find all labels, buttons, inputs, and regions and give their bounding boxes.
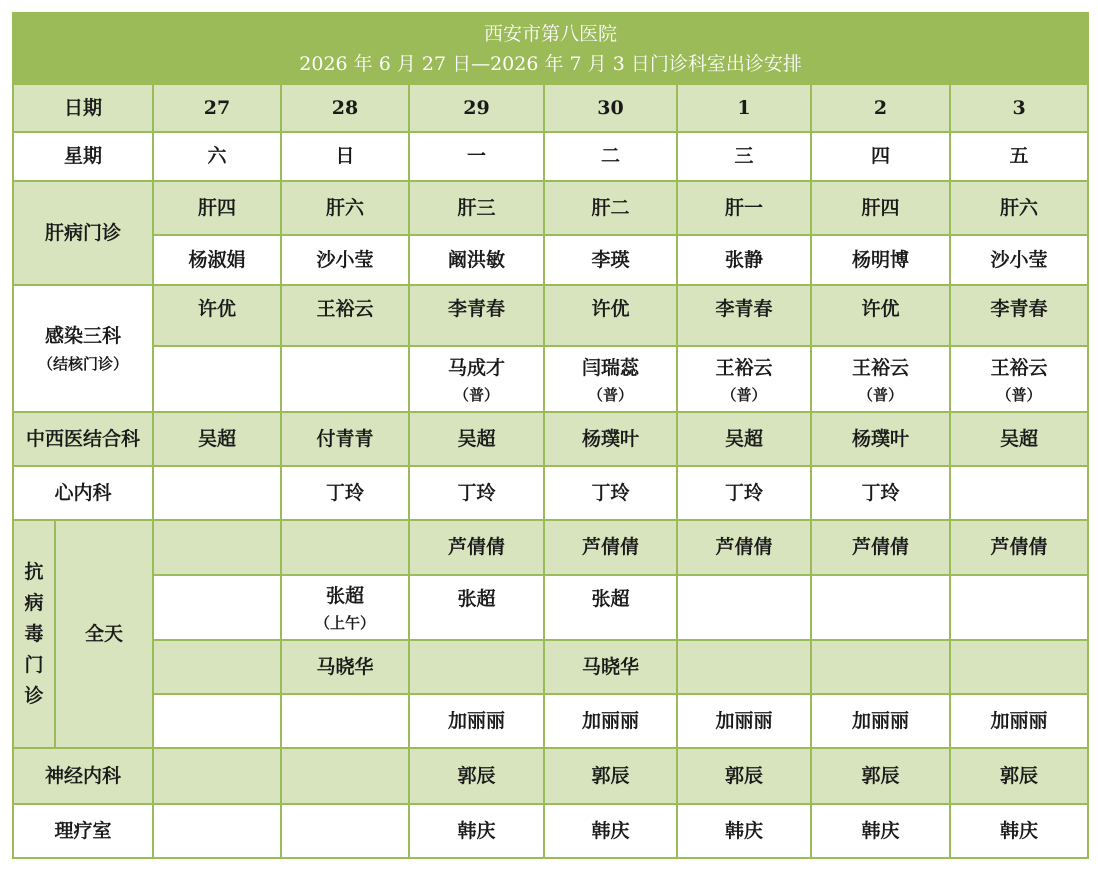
weekday-row	[13, 132, 1088, 181]
liver-room: 肝一	[677, 181, 811, 235]
liver-clinic-label: 肝病门诊	[13, 181, 153, 285]
liver-room: 肝六	[281, 181, 409, 235]
antiviral-row-4	[13, 694, 1088, 748]
infection-doctor: 王裕云	[851, 356, 909, 379]
antiviral-row-2	[13, 575, 1088, 640]
infection-doctor: 李青春	[409, 285, 544, 346]
physio-doctor	[281, 804, 409, 858]
general-note: （普）	[721, 385, 767, 404]
infection-doctor-cell	[544, 346, 677, 412]
physio-doctor	[153, 804, 281, 858]
antiviral-doctor: 芦倩倩	[544, 520, 677, 575]
neuro-doctor: 郭辰	[677, 748, 811, 804]
antiviral-doctor	[409, 640, 544, 694]
antiviral-doctor	[281, 694, 409, 748]
antiviral-doctor: 马晓华	[281, 640, 409, 694]
cardio-dept-label: 心内科	[13, 466, 153, 520]
infection-doctor-cell	[153, 346, 281, 412]
date-label: 日期	[13, 84, 153, 132]
weekday-label: 星期	[13, 132, 153, 181]
liver-room-row	[13, 181, 1088, 235]
table-title	[13, 13, 1088, 84]
infection-doctor: 马成才	[447, 356, 505, 379]
antiviral-doctor	[677, 640, 811, 694]
schedule-table	[12, 12, 1089, 859]
date-cell: 27	[153, 84, 281, 132]
weekday-cell: 六	[153, 132, 281, 181]
liver-doctor: 沙小莹	[950, 235, 1088, 285]
infection-dept-label	[13, 285, 153, 412]
infection-doctor: 李青春	[677, 285, 811, 346]
date-cell: 30	[544, 84, 677, 132]
antiviral-doctor: 加丽丽	[409, 694, 544, 748]
cardio-doctor: 丁玲	[811, 466, 950, 520]
date-cell: 1	[677, 84, 811, 132]
antiviral-doctor	[950, 575, 1088, 640]
liver-room: 肝六	[950, 181, 1088, 235]
antiviral-doctor: 芦倩倩	[677, 520, 811, 575]
liver-doctor: 阚洪敏	[409, 235, 544, 285]
general-note: （普）	[857, 385, 903, 404]
physio-doctor: 韩庆	[544, 804, 677, 858]
tb-clinic-label: （结核门诊）	[37, 355, 128, 373]
physio-row	[13, 804, 1088, 858]
liver-room: 肝二	[544, 181, 677, 235]
antiviral-label-char: 门	[24, 653, 44, 676]
infection-dept-name: 感染三科	[44, 325, 121, 347]
antiviral-doctor: 加丽丽	[677, 694, 811, 748]
date-cell: 2	[811, 84, 950, 132]
weekday-cell: 五	[950, 132, 1088, 181]
liver-doctor: 张静	[677, 235, 811, 285]
antiviral-doctor	[811, 575, 950, 640]
cardio-doctor: 丁玲	[409, 466, 544, 520]
liver-doctor-row	[13, 235, 1088, 285]
weekday-cell: 三	[677, 132, 811, 181]
infection-doctor: 许优	[153, 285, 281, 346]
infection-row-1	[13, 285, 1088, 346]
antiviral-doctor: 加丽丽	[544, 694, 677, 748]
antiviral-doctor: 张超	[544, 575, 677, 640]
neuro-doctor: 郭辰	[544, 748, 677, 804]
cardio-doctor: 丁玲	[281, 466, 409, 520]
all-day-label: 全天	[55, 520, 153, 748]
antiviral-row-3	[13, 640, 1088, 694]
liver-room: 肝三	[409, 181, 544, 235]
schedule-period: 2026 年 6 月 27 日—2026 年 7 月 3 日门诊科室出诊安排	[299, 52, 802, 75]
antiviral-doctor: 马晓华	[544, 640, 677, 694]
tcm-doctor: 吴超	[677, 412, 811, 466]
antiviral-doctor: 芦倩倩	[950, 520, 1088, 575]
date-row	[13, 84, 1088, 132]
antiviral-doctor: 张超	[409, 575, 544, 640]
infection-doctor: 王裕云	[990, 356, 1048, 379]
neuro-doctor: 郭辰	[409, 748, 544, 804]
weekday-cell: 一	[409, 132, 544, 181]
antiviral-doctor	[153, 640, 281, 694]
antiviral-doctor: 芦倩倩	[811, 520, 950, 575]
infection-doctor: 闫瑞蕊	[581, 356, 639, 379]
general-note: （普）	[996, 385, 1042, 404]
liver-doctor: 杨淑娟	[153, 235, 281, 285]
liver-room: 肝四	[811, 181, 950, 235]
antiviral-label-char: 诊	[24, 684, 44, 707]
infection-doctor: 李青春	[950, 285, 1088, 346]
date-cell: 28	[281, 84, 409, 132]
tcm-doctor: 杨璞叶	[811, 412, 950, 466]
physio-doctor: 韩庆	[950, 804, 1088, 858]
infection-doctor-cell	[677, 346, 811, 412]
liver-room: 肝四	[153, 181, 281, 235]
physio-doctor: 韩庆	[811, 804, 950, 858]
antiviral-label-char: 抗	[24, 560, 44, 583]
tcm-dept-label: 中西医结合科	[13, 412, 153, 466]
cardio-doctor	[153, 466, 281, 520]
antiviral-doctor	[153, 694, 281, 748]
antiviral-label-char: 毒	[24, 622, 44, 645]
infection-doctor-cell	[950, 346, 1088, 412]
infection-doctor: 王裕云	[715, 356, 773, 379]
infection-doctor-cell	[811, 346, 950, 412]
infection-doctor-cell	[409, 346, 544, 412]
date-cell: 29	[409, 84, 544, 132]
hospital-name: 西安市第八医院	[484, 22, 618, 45]
antiviral-doctor: 芦倩倩	[409, 520, 544, 575]
antiviral-clinic-label	[13, 520, 55, 748]
infection-doctor: 王裕云	[281, 285, 409, 346]
weekday-cell: 二	[544, 132, 677, 181]
tcm-row	[13, 412, 1088, 466]
tcm-doctor: 吴超	[409, 412, 544, 466]
antiviral-doctor	[811, 640, 950, 694]
date-cell: 3	[950, 84, 1088, 132]
general-note: （普）	[453, 385, 499, 404]
tcm-doctor: 吴超	[950, 412, 1088, 466]
physio-doctor: 韩庆	[409, 804, 544, 858]
infection-doctor: 许优	[811, 285, 950, 346]
physio-dept-label: 理疗室	[13, 804, 153, 858]
cardio-doctor: 丁玲	[677, 466, 811, 520]
tcm-doctor: 付青青	[281, 412, 409, 466]
neuro-doctor: 郭辰	[811, 748, 950, 804]
infection-row-2	[13, 346, 1088, 412]
antiviral-doctor	[153, 520, 281, 575]
weekday-cell: 四	[811, 132, 950, 181]
antiviral-doctor-cell	[281, 575, 409, 640]
antiviral-doctor	[950, 640, 1088, 694]
neuro-doctor: 郭辰	[950, 748, 1088, 804]
antiviral-doctor: 张超	[325, 585, 364, 607]
liver-doctor: 杨明博	[811, 235, 950, 285]
morning-note: （上午）	[314, 614, 375, 632]
antiviral-doctor	[677, 575, 811, 640]
infection-doctor-cell	[281, 346, 409, 412]
infection-doctor: 许优	[544, 285, 677, 346]
weekday-cell: 日	[281, 132, 409, 181]
general-note: （普）	[587, 385, 633, 404]
cardio-doctor: 丁玲	[544, 466, 677, 520]
neuro-dept-label: 神经内科	[13, 748, 153, 804]
antiviral-doctor: 加丽丽	[950, 694, 1088, 748]
neuro-doctor	[153, 748, 281, 804]
antiviral-label-char: 病	[24, 591, 44, 614]
liver-doctor: 沙小莹	[281, 235, 409, 285]
liver-doctor: 李瑛	[544, 235, 677, 285]
antiviral-doctor	[153, 575, 281, 640]
physio-doctor: 韩庆	[677, 804, 811, 858]
neuro-row	[13, 748, 1088, 804]
antiviral-doctor	[281, 520, 409, 575]
cardio-doctor	[950, 466, 1088, 520]
cardio-row	[13, 466, 1088, 520]
tcm-doctor: 吴超	[153, 412, 281, 466]
antiviral-doctor: 加丽丽	[811, 694, 950, 748]
neuro-doctor	[281, 748, 409, 804]
antiviral-row-1	[13, 520, 1088, 575]
tcm-doctor: 杨璞叶	[544, 412, 677, 466]
